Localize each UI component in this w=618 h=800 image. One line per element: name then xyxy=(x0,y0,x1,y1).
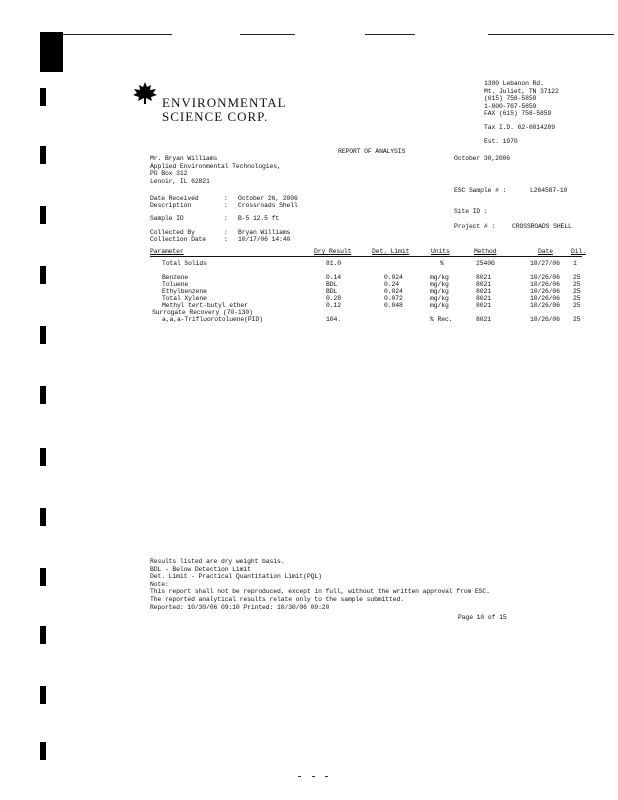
address-line: (615) 758-5858 xyxy=(484,95,537,103)
table-cell-dry-result: 0.28 xyxy=(326,295,341,302)
table-cell-date: 10/26/06 xyxy=(530,295,560,302)
scan-side-mark xyxy=(40,686,46,704)
established: Est. 1970 xyxy=(484,138,518,145)
col-header-det-limit: Det. Limit xyxy=(372,248,410,255)
col-header-date: Date xyxy=(538,248,553,255)
description-label: Description xyxy=(150,202,192,209)
project-label: Project # : xyxy=(454,223,496,230)
table-cell-date: 10/27/06 xyxy=(530,260,560,267)
table-cell-dry-result: 0.12 xyxy=(326,302,341,309)
table-cell-method: 8021 xyxy=(476,274,491,281)
scan-edge-line xyxy=(240,34,295,35)
project-value: CROSSROADS SHELL xyxy=(512,223,572,230)
col-header-parameter: Parameter xyxy=(150,248,184,255)
company-name-line1: ENVIRONMENTAL xyxy=(162,95,287,110)
table-cell-parameter: Toluene xyxy=(162,281,189,288)
table-cell-parameter: Methyl tert-butyl ether xyxy=(162,302,248,309)
table-cell-units: mg/kg xyxy=(430,295,449,302)
note-line: Note: xyxy=(150,580,169,588)
table-cell-det-limit: 0.24 xyxy=(384,281,399,288)
table-cell-units: mg/kg xyxy=(430,281,449,288)
table-cell-date: 10/26/06 xyxy=(530,316,560,323)
table-cell-det-limit: 0.024 xyxy=(384,288,403,295)
table-cell-units: mg/kg xyxy=(430,302,449,309)
note-line: This report shall not be reproduced, except in full, without the written approval from ESC. xyxy=(150,588,490,596)
table-cell-method: 8021 xyxy=(476,288,491,295)
table-cell-date: 10/26/06 xyxy=(530,288,560,295)
col-header-dry-result: Dry Result xyxy=(314,248,352,255)
scan-side-mark xyxy=(40,742,46,760)
table-cell-dil: 25 xyxy=(573,281,581,288)
company-address xyxy=(484,80,559,118)
note-line: Det. Limit - Practical Quantitation Limit(PQL) xyxy=(150,573,322,581)
client-address2: Lenoir, IL 62821 xyxy=(150,177,210,185)
table-cell-date: 10/26/06 xyxy=(530,302,560,309)
note-line: The reported analytical results relate only to the sample submitted. xyxy=(150,595,404,603)
report-date: October 30,2006 xyxy=(454,155,511,162)
sample-id-label: Sample ID xyxy=(150,215,184,222)
address-line: 1-800-767-5859 xyxy=(484,102,537,110)
table-cell-parameter: Ethylbenzene xyxy=(162,288,207,295)
esc-sample-label: ESC Sample # : xyxy=(454,187,507,194)
col-header-units: Units xyxy=(431,248,450,255)
maple-leaf-logo-icon xyxy=(133,82,157,104)
scan-edge-line xyxy=(488,34,614,35)
description-value: Crossroads Shell xyxy=(238,202,298,209)
scan-side-mark xyxy=(40,266,46,284)
address-line: Mt. Juliet, TN 37122 xyxy=(484,87,559,95)
scan-side-mark xyxy=(40,88,46,106)
table-cell-units: mg/kg xyxy=(430,274,449,281)
scan-registration-mark xyxy=(40,32,63,72)
table-cell-method: 8021 xyxy=(476,281,491,288)
scan-side-mark xyxy=(40,386,46,404)
table-cell-det-limit: 0.072 xyxy=(384,295,403,302)
table-cell-date: 10/26/06 xyxy=(530,281,560,288)
note-line: Reported: 10/30/06 09:10 Printed: 10/30/06 09:20 xyxy=(150,603,330,611)
sample-id-value: B-5 12.5 ft xyxy=(238,215,280,222)
table-cell-method: 8021 xyxy=(476,295,491,302)
table-cell-dil: 25 xyxy=(573,295,581,302)
report-title: REPORT OF ANALYSIS xyxy=(338,148,406,155)
address-line: FAX (615) 758-5859 xyxy=(484,110,552,118)
page-number: Page 10 of 15 xyxy=(458,614,507,621)
company-name-line2: SCIENCE CORP. xyxy=(162,109,269,124)
client-name: Mr. Bryan Williams xyxy=(150,155,218,162)
company-name xyxy=(162,96,287,124)
table-cell-dry-result: 104. xyxy=(326,316,341,323)
table-cell-det-limit: 0.048 xyxy=(384,302,403,309)
scan-edge-line xyxy=(365,34,415,35)
scan-side-mark xyxy=(40,448,46,466)
scan-side-mark xyxy=(40,146,46,164)
separator: : xyxy=(224,215,228,222)
table-cell-units: % xyxy=(440,260,444,267)
table-cell-dry-result: BDL xyxy=(326,281,338,288)
client-company: Applied Environmental Technologies, xyxy=(150,162,281,170)
table-cell-parameter: Benzene xyxy=(162,274,189,281)
table-section-label: Surrogate Recovery (70-130) xyxy=(152,309,253,316)
scan-side-mark xyxy=(40,508,46,526)
table-cell-method: 8021 xyxy=(476,316,491,323)
scan-side-mark xyxy=(40,326,46,344)
table-cell-units: mg/kg xyxy=(430,288,449,295)
report-notes xyxy=(150,558,490,611)
client-block xyxy=(150,155,281,185)
collection-date-label: Collection Date xyxy=(150,236,207,243)
col-header-dil: Dil. xyxy=(571,248,586,255)
table-cell-parameter: Total Xylene xyxy=(162,295,207,302)
scan-dot xyxy=(325,776,328,777)
esc-sample-value: L264587-10 xyxy=(530,187,568,194)
table-cell-parameter: Total Solids xyxy=(162,260,207,267)
collected-by-label: Collected By xyxy=(150,229,195,236)
date-received-label: Date Received xyxy=(150,195,199,202)
separator: : xyxy=(224,229,228,236)
table-cell-dry-result: 0.14 xyxy=(326,274,341,281)
note-line: Results listed are dry weight basis. xyxy=(150,558,285,565)
table-cell-method: 8021 xyxy=(476,302,491,309)
note-line: BDL - Below Detection Limit xyxy=(150,565,251,573)
scan-dot xyxy=(298,776,301,777)
separator: : xyxy=(224,202,228,209)
table-cell-dry-result: BDL xyxy=(326,288,338,295)
table-cell-units: % Rec. xyxy=(430,316,453,323)
table-cell-dil: 25 xyxy=(573,316,581,323)
separator: : xyxy=(224,236,228,243)
address-line: 1300 Lebanon Rd. xyxy=(484,80,544,87)
table-header-rule xyxy=(150,256,582,257)
table-cell-det-limit: 0.024 xyxy=(384,274,403,281)
scan-side-mark xyxy=(40,626,46,644)
client-address1: PO Box 312 xyxy=(150,170,188,178)
site-id-label: Site ID : xyxy=(454,208,488,215)
table-cell-dil: 1 xyxy=(573,260,577,267)
scan-dot xyxy=(312,776,315,777)
table-cell-method: 2540G xyxy=(476,260,495,267)
table-cell-parameter: a,a,a-Trifluorotoluene(PID) xyxy=(162,316,263,323)
table-cell-dry-result: 81.0 xyxy=(326,260,341,267)
collection-date-value: 10/17/06 14:40 xyxy=(238,236,291,243)
tax-id: Tax I.D. 62-0814289 xyxy=(484,124,555,131)
table-cell-dil: 25 xyxy=(573,288,581,295)
table-cell-date: 10/26/06 xyxy=(530,274,560,281)
table-cell-dil: 25 xyxy=(573,274,581,281)
scan-side-mark xyxy=(40,206,46,224)
separator: : xyxy=(224,195,228,202)
table-cell-dil: 25 xyxy=(573,302,581,309)
collected-by-value: Bryan Williams xyxy=(238,229,291,236)
date-received-value: October 26, 2006 xyxy=(238,195,298,202)
scan-side-mark xyxy=(40,568,46,586)
scan-edge-line xyxy=(62,34,172,35)
col-header-method: Method xyxy=(474,248,497,255)
